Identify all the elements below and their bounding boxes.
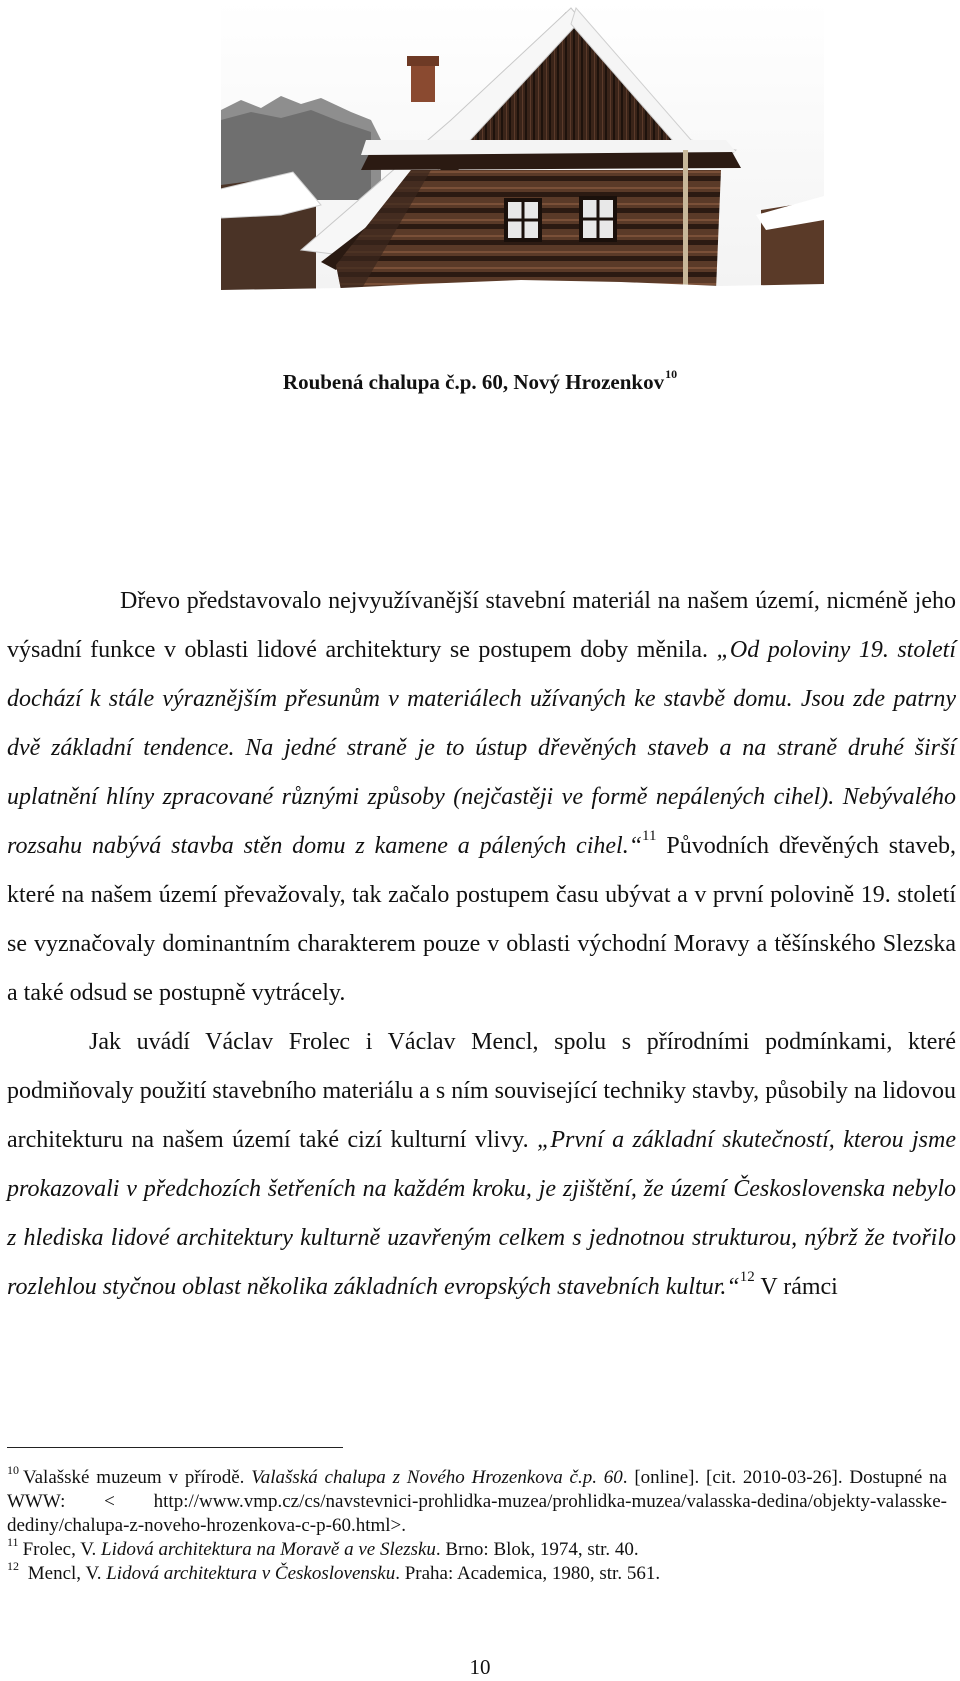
footnote-title: Valašská chalupa z Nového Hrozenkova č.p. 60: [251, 1467, 623, 1488]
footnote-text: . Praha: Academica, 1980, str. 561.: [395, 1563, 661, 1584]
footnote-title: Lidová architektura v Československu: [106, 1563, 396, 1584]
footnote-ref-12: 12: [739, 1269, 755, 1285]
footnote-text: Mencl, V.: [23, 1563, 107, 1584]
footnote-text: Valašské muzeum v přírodě.: [23, 1467, 252, 1488]
paragraph-2-text: Jak uvádí Václav Frolec i Václav Mencl, spolu s přírodními podmínkami, které podmiňovaly použití stavebního materiálu a s ním související techniky stavby, působily na lidovou architekturu na našem území také cizí kulturní vlivy.: [7, 1029, 956, 1153]
caption-text: Roubená chalupa č.p. 60, Nový Hrozenkov: [282, 370, 665, 394]
page-number: 10: [469, 1655, 491, 1679]
paragraph-1-quote: „Od poloviny 19. století dochází k stále výraznějším přesunům v materiálech užívaných ke stavbě domu. Jsou zde patrny dvě základní tendence. Na jedné straně je to ústup dřevěných staveb a na straně druhé širší uplatnění hlíny zpracované různými způsoby (nejčastěji ve formě nepálených cihel). Nebývalého rozsahu nabývá stavba stěn domu z kamene a pálených cihel.“: [7, 637, 956, 859]
footnote-title: Lidová architektura na Moravě a ve Slezsku: [101, 1539, 436, 1560]
caption-footnote-ref: 10: [665, 367, 678, 381]
footnote-ref-11: 11: [642, 828, 657, 844]
paragraph-2-quote: „První a základní skutečností, kterou jsme prokazovali v předchozích šetřeních na každém kroku, je zjištění, že území Československa nebylo z hlediska lidové architektury kulturně uzavřeným celkem s jednotnou strukturou, nýbrž že tvořilo rozlehlou styčnou oblast několika základních evropských stavebních kultur.“: [7, 1127, 956, 1300]
footnote-12: [7, 1558, 947, 1586]
footnote-number: 11: [7, 1534, 19, 1549]
paragraph-2: [7, 1018, 956, 1312]
footnote-number: 12: [7, 1558, 19, 1573]
paragraph-2-text-end: V rámci: [754, 1274, 838, 1300]
footnote-number: 10: [7, 1462, 19, 1477]
footnote-text: . [online]. [cit. 2010-03-26]. Dostupné na WWW: < http://www.vmp.cz/cs/navstevnici-prohlidka-muzea/prohlidka-muzea/valasska-dedina/objekty-valasske-dediny/chalupa-z-noveho-hrozenkova-c-p-60.html>.: [7, 1467, 947, 1536]
paragraph-1-text-end: Původních dřevěných staveb, které na našem území převažovaly, tak začalo postupem času ubývat a v první polovině 19. století se vyznačovaly dominantním charakterem pouze v oblasti východní Moravy a těšínského Slezska a také odsud se postupně vytrácely.: [7, 833, 957, 1006]
footnotes: [7, 1462, 947, 1586]
footnote-text: Frolec, V.: [22, 1539, 102, 1560]
footnote-11: [7, 1534, 947, 1562]
footnote-10: [7, 1462, 947, 1538]
footnote-text: . Brno: Blok, 1974, str. 40.: [435, 1539, 639, 1560]
body-text: [7, 216, 956, 1312]
footnote-separator: [7, 1447, 343, 1448]
paragraph-1: [7, 577, 956, 1018]
paragraph-1-text: Dřevo představovalo nejvyužívanější stavební materiál na našem území, nicméně jeho výsadní funkce v oblasti lidové architektury se postupem doby měnila.: [7, 588, 956, 663]
